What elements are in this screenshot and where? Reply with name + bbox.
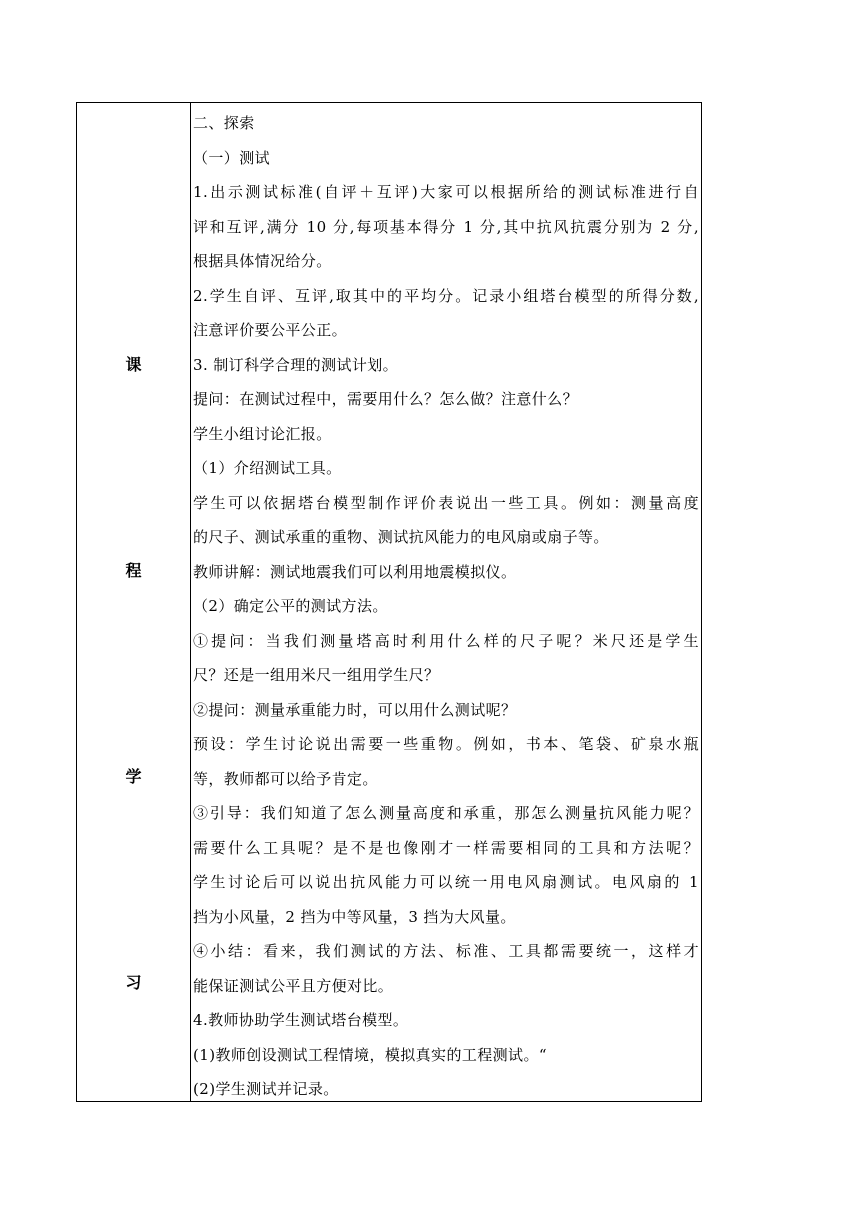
side-label-xue: 学 <box>125 767 142 786</box>
content-line: 注意评价要公平公正。 <box>193 321 348 339</box>
content-line: （一）测试 <box>193 148 271 167</box>
content-line: 1.出示测试标准(自评＋互评)大家可以根据所给的测试标准进行自 <box>193 183 699 201</box>
content-line: 等，教师都可以给予肯定。 <box>193 769 378 788</box>
content-line: 提问：在测试过程中，需要用什么？怎么做？注意什么？ <box>193 390 579 408</box>
content-line: （1）介绍测试工具。 <box>193 459 342 477</box>
content-line: 4.教师协助学生测试塔台模型。 <box>193 1011 409 1029</box>
content-line: 评和互评,满分 10 分,每项基本得分 1 分,其中抗风抗震分别为 2 分, <box>193 217 699 236</box>
content-line: 的尺子、测试承重的重物、测试抗风能力的电风扇或扇子等。 <box>193 528 609 546</box>
content-line: 学生小组讨论汇报。 <box>193 424 332 443</box>
content-line: 学生可以依据塔台模型制作评价表说出一些工具。例如：测量高度 <box>193 493 699 512</box>
content-line: （2）确定公平的测试方法。 <box>193 597 388 615</box>
content-line: 2.学生自评、互评,取其中的平均分。记录小组塔台模型的所得分数, <box>193 286 699 305</box>
content-line: 尺？还是一组用米尺一组用学生尺？ <box>193 666 440 684</box>
content-line: 根据具体情况给分。 <box>193 252 332 270</box>
content-line: 学生讨论后可以说出抗风能力可以统一用电风扇测试。电风扇的 1 <box>193 873 699 891</box>
side-label-ke: 课 <box>125 355 142 374</box>
side-label-xi: 习 <box>125 973 142 992</box>
content-line: 教师讲解：测试地震我们可以利用地震模拟仪。 <box>193 562 517 581</box>
content-line: 预设：学生讨论说出需要一些重物。例如，书本、笔袋、矿泉水瓶 <box>193 735 699 753</box>
content-line: (1)教师创设测试工程情境，模拟真实的工程测试。“ <box>193 1045 547 1064</box>
content-line: 3. 制订科学合理的测试计划。 <box>193 355 399 374</box>
content-line: (2)学生测试并记录。 <box>193 1080 339 1098</box>
content-line: ②提问：测量承重能力时，可以用什么测试呢？ <box>193 700 517 719</box>
content-line: 能保证测试公平且方便对比。 <box>193 976 394 995</box>
side-label-cheng: 程 <box>125 561 142 580</box>
lesson-table <box>76 102 702 1102</box>
content-line: 二、探索 <box>193 114 255 132</box>
content-line: 挡为小风量，2 挡为中等风量，3 挡为大风量。 <box>193 907 516 926</box>
content-line: 需要什么工具呢？是不是也像刚才一样需要相同的工具和方法呢？ <box>193 838 699 857</box>
content-line: ①提问：当我们测量塔高时利用什么样的尺子呢？米尺还是学生 <box>193 631 699 650</box>
section-label-column <box>77 103 191 1101</box>
content-line: ③引导：我们知道了怎么测量高度和承重，那怎么测量抗风能力呢？ <box>193 804 699 822</box>
content-line: ④小结：看来，我们测试的方法、标准、工具都需要统一，这样才 <box>193 942 699 960</box>
